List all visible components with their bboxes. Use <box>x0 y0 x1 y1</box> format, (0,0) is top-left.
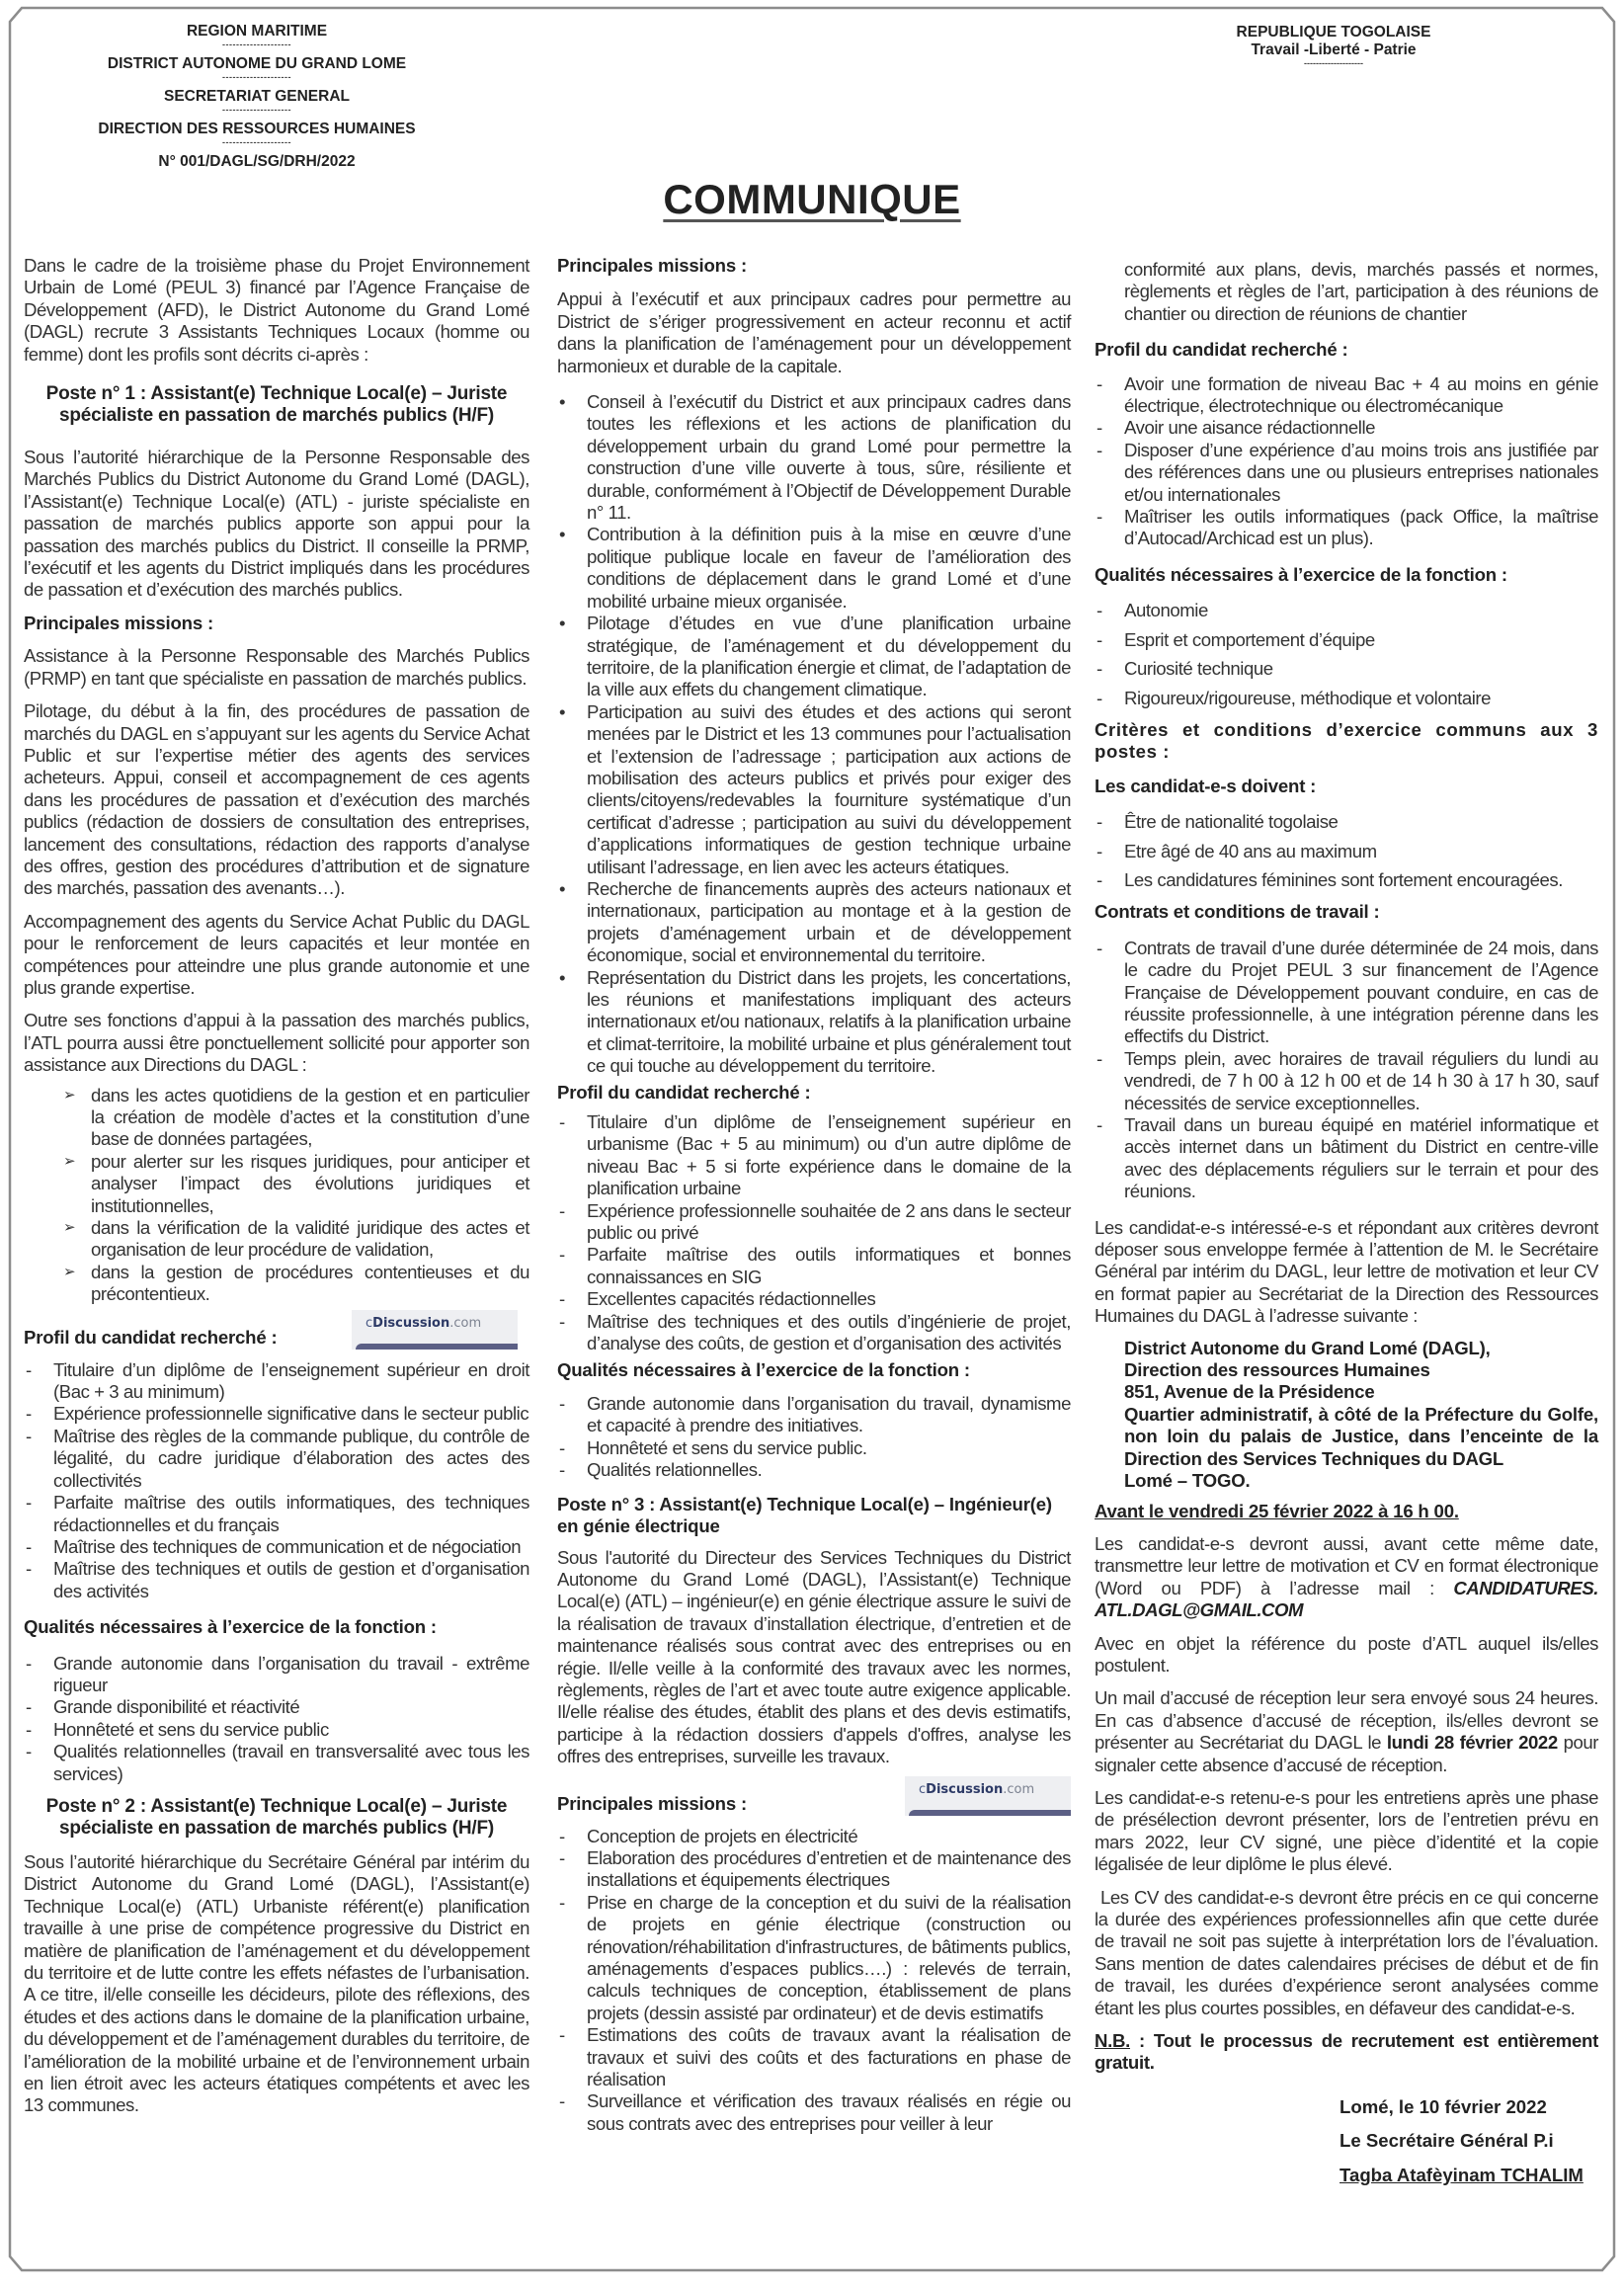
subject-note: Avec en objet la référence du poste d’ATL auquel ils/elles postulent. <box>1095 1632 1598 1676</box>
list-item: - Grande autonomie dans l’organisation du travail - extrême rigueur <box>24 1653 529 1697</box>
list-item: • Représentation du District dans les projets, les concertations, les réunions et manifestations impliquant des acteurs internationaux et/ou nationaux, relatifs à la planification urbaine et climat-territoire, la mobilité urbaine et plus généralement tout ce qui touche au développement du territoire. <box>557 967 1071 1078</box>
watermark-suffix: .com <box>1003 1781 1035 1797</box>
intro-paragraph: Dans le cadre de la troisième phase du Projet Environnement Urbain de Lomé (PEUL 3) financé par l’Agence Française de Développement (AFD), le District Autonome du Grand Lomé (DAGL) recrute 3 Assistants Techniques Locaux (homme ou femme) dont les profils sont décrits ci-après : <box>24 255 529 365</box>
acknowledgement-paragraph <box>1095 1687 1598 1776</box>
address-line: 851, Avenue de la Présidence <box>1124 1381 1375 1403</box>
list-item: - Etre âgé de 40 ans au maximum <box>1095 841 1598 862</box>
post3-description: Sous l'autorité du Directeur des Services Techniques du District Autonome du Grand Lomé (DAGL), l’Assistant(e) Technique Local(e) (ATL) – ingénieur(e) en génie électrique assure le suivi de la réalisation de travaux d’installation électrique, d’entretien et de maintenance réalisés sous contrat avec des entreprises ou en régie. Il/elle veille à la conformité des travaux avec les normes, règlements, règles de l’art et avec toute autre exigence applicable. Il/elle réalise des études, établit des plans et des devis estimatifs, participe à la rédaction dossiers d'appels d'offres, analyse les offres des entreprises, surveille les travaux. <box>557 1546 1071 1767</box>
list-item: - Conception de projets en électricité <box>557 1826 1071 1847</box>
list-item: - Qualités relationnelles. <box>557 1459 1071 1481</box>
list-item: - Estimations des coûts de travaux avant la réalisation de travaux et suivi des coûts et des facturations en phase de réalisation <box>557 2024 1071 2090</box>
list-item: - Expérience professionnelle significative dans le secteur public <box>24 1403 529 1425</box>
watermark-text <box>365 1316 481 1332</box>
country-name: REPUBLIQUE TOGOLAISE <box>1236 24 1431 41</box>
post3-qualities-heading: Qualités nécessaires à l’exercice de la fonction : <box>1095 563 1507 585</box>
list-item: ➢ dans la gestion de procédures contentieuses et du précontentieux. <box>63 1262 529 1306</box>
post1-qualities-heading: Qualités nécessaires à l’exercice de la fonction : <box>24 1616 437 1638</box>
list-item: - Curiosité technique <box>1095 658 1598 680</box>
list-item: ➢ dans les actes quotidiens de la gestion et en particulier la création de modèle d’actes et la constitution d’une base de données partagées, <box>63 1085 529 1151</box>
cv-paragraph: Les CV des candidat-e-s devront être précis en ce qui concerne la durée des expériences professionnelles afin que cette durée de travail ne soit pas sujette à interprétation lors de l’évaluation. Sans mention de dates calendaires précises de début et de fin de travail, les durées d’expérience seront analysées comme étant les plus courtes possibles, en défaveur des candidat-e-s. <box>1095 1886 1598 2018</box>
watermark-brand: Discussion <box>372 1315 450 1331</box>
ack-date: lundi 28 février 2022 <box>1386 1732 1558 1754</box>
separator: -------------------- <box>1304 58 1363 68</box>
watermark-prefix: c <box>919 1781 927 1797</box>
watermark-bar <box>909 1810 1071 1816</box>
list-item: • Recherche de financements auprès des acteurs nationaux et internationaux, participation au montage et à la gestion de projets d’aménagement urbain et de développement économique, social et environnemental du territoire. <box>557 878 1071 967</box>
list-item: - Les candidatures féminines sont fortement encouragées. <box>1095 869 1598 891</box>
post3-missions-heading: Principales missions : <box>557 1793 747 1815</box>
post2-profile-heading: Profil du candidat recherché : <box>557 1081 811 1103</box>
contracts-heading: Contrats et conditions de travail : <box>1095 901 1380 923</box>
list-item: - Être de nationalité togolaise <box>1095 811 1598 833</box>
document-title-wrap <box>0 176 1624 223</box>
post1-description: Sous l’autorité hiérarchique de la Personne Responsable des Marchés Publics du District Autonome du Grand Lomé (DAGL), l’Assistant(e) Technique Local(e) (ATL) - juriste spécialiste en passation de marchés publics apporte son appui pour la passation des marchés publics du District. Il conseille la PRMP, l’exécutif et les agents du District impliqués dans les procédures de passation et d’exécution des marchés publics. <box>24 447 529 601</box>
watermark-suffix: .com <box>449 1315 482 1331</box>
signature-name: Tagba Atafèyinam TCHALIM <box>1340 2164 1583 2185</box>
signature-block <box>1340 2096 1598 2186</box>
ack-text: Un mail d’accusé de réception leur sera envoyé sous 24 heures. En cas d’absence d’accusé de réception, ils/elles devront se présenter au Secrétariat du DAGL le <box>1095 1687 1598 1754</box>
list-item: - Titulaire d’un diplôme de l’enseignement supérieur en urbanisme (Bac + 5 au minimum) ou d’un autre diplôme de niveau Bac + 5 si forte expérience dans le domaine de la planification urbaine <box>557 1111 1071 1200</box>
list-item: ➢ dans la vérification de la validité juridique des actes et organisation de leur procédure de validation, <box>63 1217 529 1262</box>
list-item: - Titulaire d’un diplôme de l’enseignement supérieur en droit (Bac + 3 au minimum) <box>24 1359 529 1404</box>
post3-profile-list <box>1095 373 1598 550</box>
post2-missions-list <box>557 391 1071 1078</box>
post1-profile-list <box>24 1359 529 1602</box>
list-item: - Elaboration des procédures d’entretien et de maintenance des installations et équipements électriques <box>557 1847 1071 1892</box>
post1-title: Poste n° 1 : Assistant(e) Technique Local(e) – Juriste spécialiste en passation de marchés publics (H/F) <box>45 383 508 427</box>
nb-label: N.B. <box>1095 2030 1130 2052</box>
column-right <box>1095 259 1598 2198</box>
post2-qualities-list <box>557 1393 1071 1482</box>
post2-missions-intro: Appui à l’exécutif et aux principaux cadres pour permettre au District de s’ériger progressivement en acteur reconnu et actif dans la planification de l’aménagement pour un développement harmonieux et durable de la capitale. <box>557 288 1071 376</box>
header-region: REGION MARITIME <box>186 23 328 40</box>
post1-mission-paragraph: Accompagnement des agents du Service Achat Public du DAGL pour le renforcement de leurs capacités et leur montée en compétences pour atteindre une plus grande autonomie et une plus grande expertise. <box>24 910 529 998</box>
address-line: Quartier administratif, à côté de la Préfecture du Golfe, non loin du palais de Justice, dans l’enceinte de la Direction des Services Techniques du DAGL <box>1124 1403 1598 1469</box>
nb-note <box>1095 2030 1598 2075</box>
list-item: - Rigoureux/rigoureuse, méthodique et volontaire <box>1095 688 1598 709</box>
list-item: - Temps plein, avec horaires de travail réguliers du lundi au vendredi, de 7 h 00 à 12 h 00 et de 14 h 30 à 17 h 30, sauf nécessités de service exceptionnelles. <box>1095 1048 1598 1114</box>
post2-qualities-heading: Qualités nécessaires à l’exercice de la fonction : <box>557 1358 970 1380</box>
post3-missions-list <box>557 1826 1071 2136</box>
contracts-list <box>1095 938 1598 1203</box>
list-item: • Conseil à l’exécutif du District et aux principaux cadres dans toutes les réflexions et les actions de planification du développement urbain du grand Lomé pour permettre la construction d’une ville ouverte à tous, sûre, résiliente et durable, conformément à l’Objectif de Développement Durable n° 11. <box>557 391 1071 524</box>
reference-number: N° 001/DAGL/SG/DRH/2022 <box>158 153 356 170</box>
list-item: - Grande autonomie dans l’organisation du travail, dynamisme et capacité à prendre des initiatives. <box>557 1393 1071 1437</box>
column-left <box>24 255 529 2128</box>
nb-text: : Tout le processus de recrutement est entièrement gratuit. <box>1095 2030 1598 2074</box>
watermark-prefix: c <box>365 1315 373 1331</box>
post3-qualities-list <box>1095 600 1598 709</box>
application-deadline: Avant le vendredi 25 février 2022 à 16 h 00. <box>1095 1500 1459 1521</box>
separator: -------------------- <box>222 40 291 49</box>
list-item: - Honnêteté et sens du service public. <box>557 1437 1071 1459</box>
list-item: - Maîtrise des techniques et outils de gestion et d’organisation des activités <box>24 1558 529 1602</box>
list-item: - Honnêteté et sens du service public <box>24 1719 529 1741</box>
post1-qualities-list <box>24 1653 529 1785</box>
list-item: - Expérience professionnelle souhaitée de 2 ans dans le secteur public ou privé <box>557 1200 1071 1245</box>
watermark-bar <box>356 1344 518 1350</box>
address-line: Lomé – TOGO. <box>1124 1470 1251 1492</box>
separator: -------------------- <box>222 137 291 147</box>
document-title: COMMUNIQUE <box>663 176 961 222</box>
header-district: DISTRICT AUTONOME DU GRAND LOME <box>107 55 407 72</box>
post2-missions-heading: Principales missions : <box>557 255 747 276</box>
list-item: - Maîtrise des règles de la commande publique, du contrôle de légalité, du cadre juridique d’élaboration des actes des collectivités <box>24 1426 529 1492</box>
signature-place-date: Lomé, le 10 février 2022 <box>1340 2095 1547 2117</box>
list-item: ➢ pour alerter sur les risques juridiques, pour anticiper et analyser l’impact des évolutions juridiques et institutionnelles, <box>63 1151 529 1217</box>
list-item: - Maîtrise des techniques de communication et de négociation <box>24 1536 529 1558</box>
post1-mission-paragraph: Pilotage, du début à la fin, des procédures de passation de marchés du DAGL en s’appuyant sur les agents du Service Achat Public et sur l’expertise métier des agents des services acheteurs. Appui, conseil et accompagnement de ces agents dans les procédures de passation et d’exécution des marchés publics (rédaction de dossiers de consultation des entreprises, lancement des consultations, rédaction des rapports d’analyse des offres, gestion des procédures d’attribution et de signature des marchés, passation des avenants…). <box>24 700 529 899</box>
ack-text-after: pour signaler cette absence d’accusé de réception. <box>1095 1732 1599 1775</box>
list-item: • Contribution à la définition puis à la mise en œuvre d’une politique publique locale en faveur de l’amélioration des conditions de déplacement dans le grand Lomé et d’une mobilité urbaine mieux organisée. <box>557 524 1071 613</box>
header-right <box>1166 24 1502 68</box>
list-item: - Avoir une formation de niveau Bac + 4 au moins en génie électrique, électrotechnique ou électromécanique <box>1095 373 1598 418</box>
list-item: - Autonomie <box>1095 600 1598 621</box>
post1-mission-paragraph: Outre ses fonctions d’appui à la passation des marchés publics, l’ATL pourra aussi être ponctuellement sollicité pour apporter son assistance aux Directions du DAGL : <box>24 1010 529 1076</box>
post3-profile-heading: Profil du candidat recherché : <box>1095 339 1348 361</box>
application-address <box>1095 1338 1598 1493</box>
list-item: - Parfaite maîtrise des outils informatiques, des techniques rédactionnelles et du français <box>24 1492 529 1536</box>
post2-profile-list <box>557 1111 1071 1354</box>
list-item: - Maîtriser les outils informatiques (pack Office, la maîtrise d’Autocad/Archicad est un plus). <box>1095 506 1598 550</box>
requirements-list <box>1095 811 1598 891</box>
continued-text: conformité aux plans, devis, marchés passés et normes, règlements et règles de l’art, participation à des réunions de chantier ou direction de réunions de chantier <box>1124 259 1598 324</box>
list-item: - Prise en charge de la conception et du suivi de la réalisation de projets en génie électrique (construction ou rénovation/réhabilitation d'infrastructures, de bâtiments publics, aménagements d’espaces publics….) : relevés de terrain, calculs techniques de conception, établissement de plans projets (dessin assisté par ordinateur) et de devis estimatifs <box>557 1892 1071 2024</box>
list-item: - Contrats de travail d’une durée déterminée de 24 mois, dans le cadre du Projet PEUL 3 sur financement de l’Agence Française de Développement pouvant conduire, en cas de réussite professionnelle, à une intégration pérenne dans les effectifs du District. <box>1095 938 1598 1048</box>
email-paragraph <box>1095 1533 1598 1622</box>
list-item: - Grande disponibilité et réactivité <box>24 1696 529 1718</box>
post2-title: Poste n° 2 : Assistant(e) Technique Local(e) – Juriste spécialiste en passation de marchés publics (H/F) <box>45 1795 508 1839</box>
list-item: - Excellentes capacités rédactionnelles <box>557 1288 1071 1310</box>
signature-role: Le Secrétaire Général P.i <box>1340 2130 1554 2152</box>
post1-profile-heading: Profil du candidat recherché : <box>24 1327 278 1349</box>
interview-paragraph: Les candidat-e-s retenu-e-s pour les entretiens après une phase de présélection devront présenter, lors de l’entretien prévu en mars 2022, leur CV signé, une pièce d’identité et la copie légalisée de leur diplôme le plus élevé. <box>1095 1786 1598 1875</box>
post1-mission-paragraph: Assistance à la Personne Responsable des Marchés Publics (PRMP) en tant que spécialiste en passation de marchés publics. <box>24 645 529 689</box>
national-motto: Travail -Liberté - Patrie <box>1251 41 1417 58</box>
list-item: - Disposer d’une expérience d’au moins trois ans justifiée par des références dans une ou plusieurs entreprises nationales et/ou internationales <box>1095 440 1598 506</box>
post1-profile-heading-row <box>24 1310 529 1350</box>
application-email[interactable]: CANDIDATURES. ATL.DAGL@GMAIL.COM <box>1095 1577 1598 1621</box>
post1-missions-heading: Principales missions : <box>24 612 213 633</box>
list-item: - Esprit et comportement d’équipe <box>1095 629 1598 651</box>
list-item: • Participation au suivi des études et des actions qui seront menées par le District et les 13 communes pour l’actualisation et l’extension de l’adressage ; participation aux actions de mobilisation des acteurs publics et privés pour exiger des clients/citoyens/redevables la fourniture systématique d’un certificat d’adresse ; participation au suivi du développement d’applications informatiques de gestion technique urbaine utilisant l’adressage, en lien avec les acteurs étatiques. <box>557 701 1071 878</box>
common-heading: Critères et conditions d’exercice communs aux 3 postes : <box>1095 718 1598 763</box>
address-line: District Autonome du Grand Lomé (DAGL), <box>1124 1337 1491 1358</box>
list-item: - Avoir une aisance rédactionnelle <box>1095 417 1598 439</box>
list-item: - Qualités relationnelles (travail en transversalité avec tous les services) <box>24 1741 529 1785</box>
post3-title: Poste n° 3 : Assistant(e) Technique Local(e) – Ingénieur(e) en génie électrique <box>557 1493 1052 1536</box>
list-item: - Parfaite maîtrise des outils informatiques et bonnes connaissances en SIG <box>557 1244 1071 1288</box>
requirements-heading: Les candidat-e-s doivent : <box>1095 775 1317 796</box>
column-middle <box>557 255 1071 2146</box>
list-item: • Pilotage d’études en vue d’une planification urbaine stratégique, de l’aménagement et du développement du territoire, de la planification énergie et climat, de l’adaptation de la ville aux effets du changement climatique. <box>557 613 1071 701</box>
separator: -------------------- <box>222 105 291 115</box>
post1-assistance-list <box>24 1085 529 1306</box>
header-direction: DIRECTION DES RESSOURCES HUMAINES <box>98 121 416 137</box>
watermark-logo <box>352 1310 518 1350</box>
watermark-brand: Discussion <box>926 1781 1004 1797</box>
watermark-logo <box>905 1776 1071 1816</box>
header-left <box>59 22 454 171</box>
header-secretariat: SECRETARIAT GENERAL <box>163 88 350 105</box>
post3-missions-heading-row <box>557 1776 1071 1816</box>
watermark-text <box>919 1782 1034 1798</box>
post2-description: Sous l’autorité hiérarchique du Secrétaire Général par intérim du District Autonome du Grand Lomé (DAGL), l’Assistant(e) Technique Local(e) (ATL) Urbaniste référent(e) planification travaille à une prise de compétence progressive du District en matière de planification de l’aménagement et du développement du territoire et de lutte contre les effets néfastes de l’urbanisation. A ce titre, il/elle conseille les décideurs, pilote des réflexions, des études et des actions dans le domaine de la planification urbaine, du développement et de l’aménagement durables du territoire, de l’amélioration de la mobilité urbaine et de l’environnement urbain en lien étroit avec les acteurs étatiques compétents et avec les 13 communes. <box>24 1850 529 2116</box>
separator: -------------------- <box>222 72 291 82</box>
post3-mission-continuation <box>1095 259 1598 325</box>
list-item: - Maîtrise des techniques et des outils d’ingénierie de projet, d’analyse des coûts, de gestion et d’organisation des activités <box>557 1311 1071 1355</box>
list-item: - Surveillance et vérification des travaux réalisés en régie ou sous contrats avec des entreprises pour veiller à leur <box>557 2090 1071 2135</box>
address-line: Direction des ressources Humaines <box>1124 1359 1430 1381</box>
email-text: Les candidat-e-s devront aussi, avant cette même date, transmettre leur lettre de motivation et CV en format électronique (Word ou PDF) à l’adresse mail : <box>1095 1532 1598 1598</box>
list-item: - Travail dans un bureau équipé en matériel informatique et accès internet dans un bâtiment du District en centre-ville avec des déplacements réguliers sur le terrain et pour des réunions. <box>1095 1114 1598 1203</box>
application-instructions: Les candidat-e-s intéressé-e-s et répondant aux critères devront déposer sous enveloppe fermée à l’attention de M. le Secrétaire Général par intérim du DAGL, leur lettre de motivation et leur CV en format papier au Secrétariat de la Direction des Ressources Humaines du DAGL à l’adresse suivante : <box>1095 1216 1598 1327</box>
